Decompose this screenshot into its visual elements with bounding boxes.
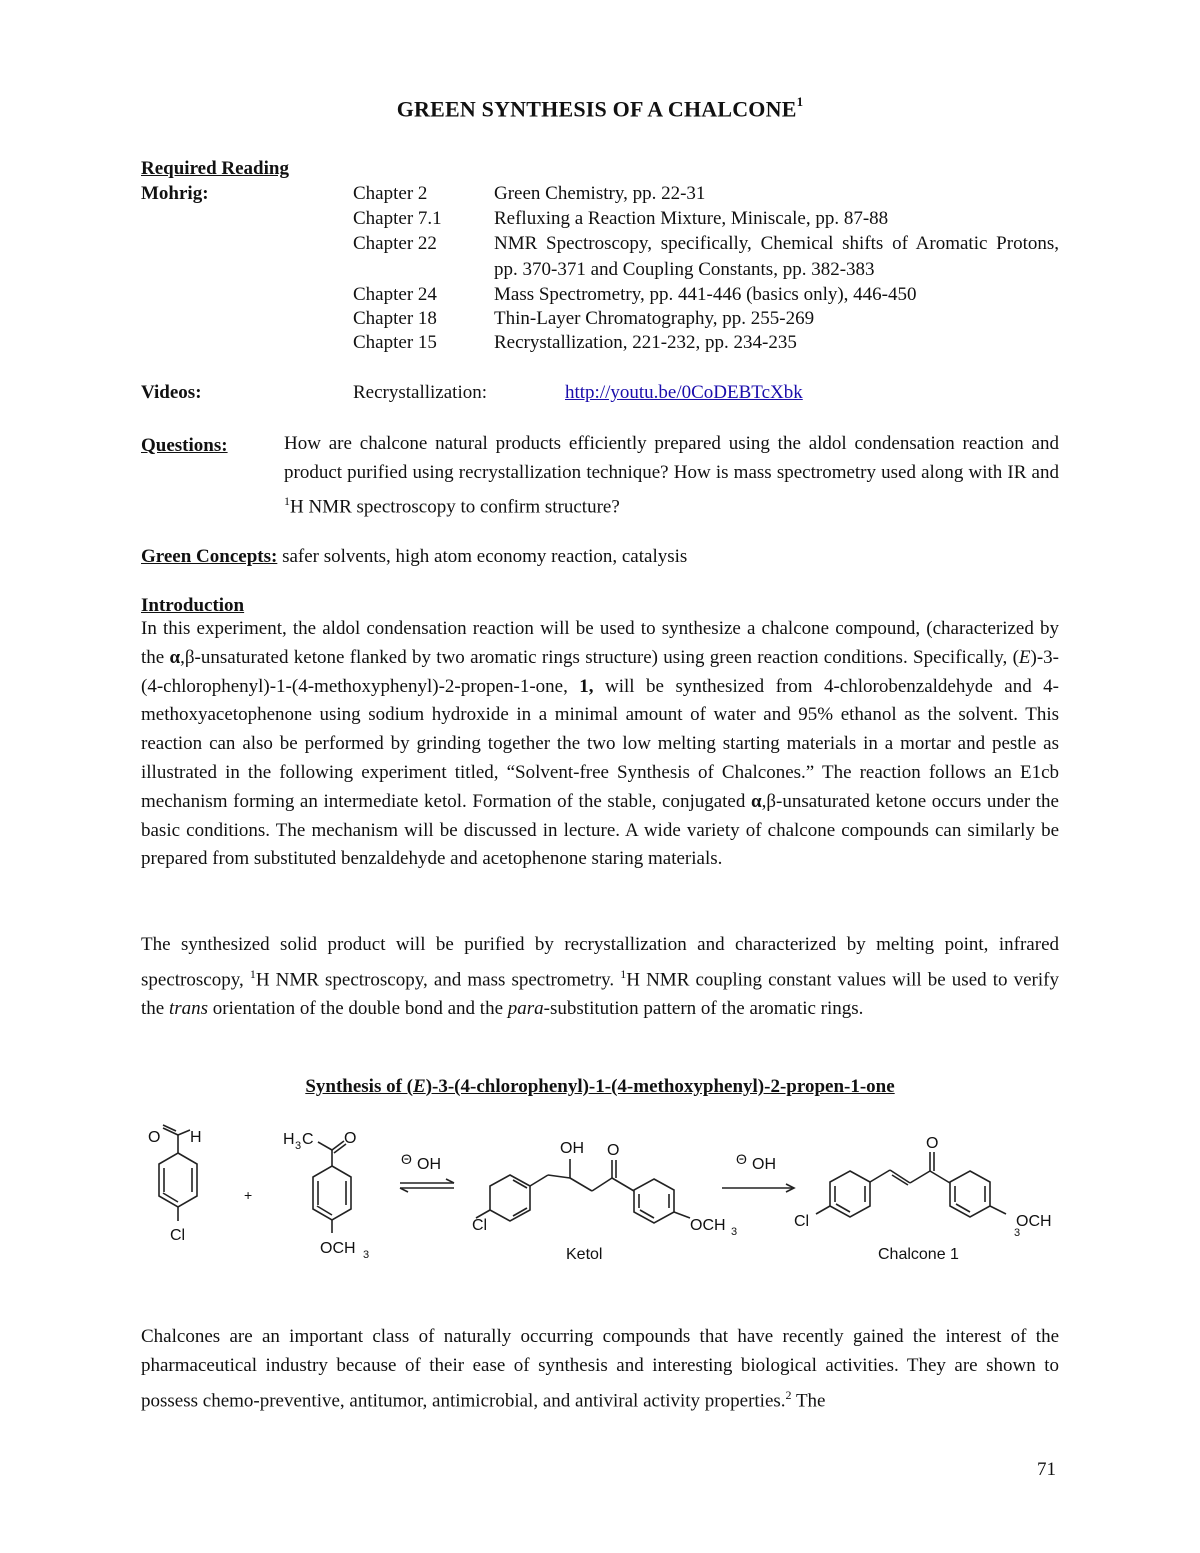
closing-text: Chalcones are an important class of naturally occurring compounds that have recently gained the interest of the pharmaceutical industry because of their ease of synthesis and interesting biological activities. They are shown to possess chemo-preventive, antitumor, antimicrobial, and antiviral activity properties. <box>141 1326 1059 1411</box>
alpha-symbol: α <box>169 646 181 668</box>
methoxy-label: OCH <box>320 1240 356 1257</box>
superscript: 1 <box>620 966 627 981</box>
intro-p1-text: ,β-unsaturated ketone occurs under the basic conditions. The mechanism will be discussed in lecture. A wide variety of chalcone compounds can similarly be prepared from substituted benzaldehyde and acetophenone staring materials. <box>141 790 1059 870</box>
questions-text-b: H NMR spectroscopy to confirm structure? <box>290 496 620 518</box>
chlorine-label: Cl <box>472 1217 488 1234</box>
intro-p2-text: -substitution pattern of the aromatic rings. <box>543 997 864 1019</box>
chlorine-label: Cl <box>170 1227 186 1244</box>
hydroxyl-label: OH <box>560 1140 584 1157</box>
author-label: Mohrig: <box>141 183 209 204</box>
equilibrium-arrow <box>400 1179 454 1192</box>
hydroxide-charge: Θ <box>736 1151 747 1167</box>
methoxy-label: OCH <box>1016 1213 1052 1230</box>
closing-text: The <box>791 1389 826 1411</box>
intro-p1-text: will be synthesized from 4-chlorobenzaldehyde and 4-methoxyacetophenone using sodium hydroxide in a minimal amount of water and 95% ethanol as the solvent. This reaction can also be performed by grinding together the two low melting starting materials in a mortar and pestle as illustrated in the following experiment titled, “Solvent-free Synthesis of Chalcones.” The reaction follows an E1cb mechanism forming an intermediate ketol. Formation of the stable, conjugated <box>141 675 1059 812</box>
oxygen-label: O <box>607 1142 620 1159</box>
chapter-label: Chapter 7.1 <box>353 208 442 229</box>
methyl-label: H <box>283 1131 295 1148</box>
title-footnote-ref: 1 <box>796 94 804 109</box>
alpha-symbol: α <box>750 790 762 812</box>
introduction-heading: Introduction <box>141 595 245 616</box>
subscript: 3 <box>363 1249 370 1261</box>
oxygen-label: O <box>148 1129 161 1146</box>
questions-text-a: How are chalcone natural products efficiently prepared using the aldol condensation reaction and product purified using recrystallization technique? How is mass spectrometry used along with IR and <box>284 433 1059 483</box>
chapter-label: Chapter 2 <box>353 183 428 204</box>
chapter-label: Chapter 18 <box>353 308 437 329</box>
hydrogen-label: H <box>190 1129 202 1146</box>
green-concepts-label: Green Concepts: <box>141 546 278 567</box>
italic-trans: trans <box>168 997 209 1019</box>
intro-p1-text: ,β-unsaturated ketone flanked by two aromatic rings structure) using green reaction conditions. Specifically, ( <box>180 646 1019 668</box>
intro-p2-text: H NMR coupling constant values will be used to verify the <box>141 969 1059 1019</box>
methoxyacetophenone-structure <box>313 1141 351 1233</box>
questions-label: Questions: <box>141 435 228 456</box>
closing-paragraph <box>141 1323 1059 1416</box>
intro-paragraph-2 <box>141 931 1059 1024</box>
hydroxide-charge: Θ <box>401 1151 412 1167</box>
scheme-title <box>0 1076 1200 1098</box>
video-topic: Recrystallization: <box>353 382 488 403</box>
scheme-title-text: )-3-(4-chlorophenyl)-1-(4-methoxyphenyl)-2-propen-1-one <box>425 1076 895 1097</box>
chapter-label: Chapter 15 <box>353 332 437 353</box>
chalcone-label: Chalcone 1 <box>878 1246 959 1263</box>
methoxy-label: OCH <box>690 1217 726 1234</box>
chapter-label: Chapter 24 <box>353 284 437 305</box>
video-link[interactable]: http://youtu.be/0CoDEBTcXbk <box>565 382 803 403</box>
chapter-label: Chapter 22 <box>353 233 437 254</box>
intro-p2-text: orientation of the double bond and the <box>208 997 508 1019</box>
chapter-desc: NMR Spectroscopy, specifically, Chemical shifts of Aromatic Protons, pp. 370-371 and Coupling Constants, pp. 382-383 <box>494 233 1059 280</box>
subscript: 3 <box>731 1226 738 1238</box>
chapter-desc: Recrystallization, 221-232, pp. 234-235 <box>494 332 797 353</box>
hydroxide-label: OH <box>752 1156 776 1173</box>
green-concepts <box>141 544 687 569</box>
intro-p2-text: The synthesized solid product will be purified by recrystallization and characterized by melting point, infrared spectroscopy, <box>141 934 1059 991</box>
page-title <box>0 96 1200 122</box>
page-number: 71 <box>1037 1459 1056 1480</box>
italic-para: para <box>507 997 544 1019</box>
superscript: 1 <box>284 494 290 509</box>
subscript: 3 <box>1014 1227 1021 1239</box>
title-text: GREEN SYNTHESIS OF A CHALCONE <box>396 96 797 122</box>
intro-paragraph-1 <box>141 615 1059 874</box>
plus-sign: + <box>244 1187 253 1203</box>
intro-p1-text: )-3-(4-chlorophenyl)-1-(4-methoxyphenyl)-2-propen-1-one, <box>141 646 1059 697</box>
chlorine-label: Cl <box>794 1213 810 1230</box>
green-concepts-text: safer solvents, high atom economy reaction, catalysis <box>282 546 688 567</box>
compound-number: 1, <box>579 675 594 697</box>
questions-text <box>284 430 1059 522</box>
videos-label: Videos: <box>141 382 202 403</box>
oxygen-label: O <box>926 1135 939 1152</box>
hydroxide-label: OH <box>417 1156 441 1173</box>
required-reading-heading: Required Reading <box>141 158 289 179</box>
superscript: 2 <box>785 1387 792 1402</box>
intro-p1-text: In this experiment, the aldol condensation reaction will be used to synthesize a chalcone compound, (characterized by the <box>141 618 1059 668</box>
stereo-descriptor: E <box>1018 646 1031 668</box>
methyl-label: C <box>302 1131 314 1148</box>
chapter-desc: Refluxing a Reaction Mixture, Miniscale, pp. 87-88 <box>494 208 889 229</box>
superscript: 1 <box>249 966 256 981</box>
scheme-title-text: Synthesis of ( <box>305 1076 413 1097</box>
oxygen-label: O <box>344 1130 357 1147</box>
intro-p2-text: H NMR spectroscopy, and mass spectrometry. <box>255 969 621 991</box>
stereo-descriptor: E <box>413 1076 426 1097</box>
subscript: 3 <box>295 1140 302 1152</box>
reaction-arrow <box>722 1184 794 1192</box>
ketol-structure <box>476 1159 690 1223</box>
chapter-desc: Green Chemistry, pp. 22-31 <box>494 183 706 204</box>
chalcone-structure <box>816 1152 1006 1217</box>
reaction-scheme <box>130 1118 1080 1278</box>
chapter-desc: Thin-Layer Chromatography, pp. 255-269 <box>494 308 815 329</box>
chapter-desc: Mass Spectrometry, pp. 441-446 (basics only), 446-450 <box>494 284 917 305</box>
ketol-label: Ketol <box>566 1246 603 1263</box>
